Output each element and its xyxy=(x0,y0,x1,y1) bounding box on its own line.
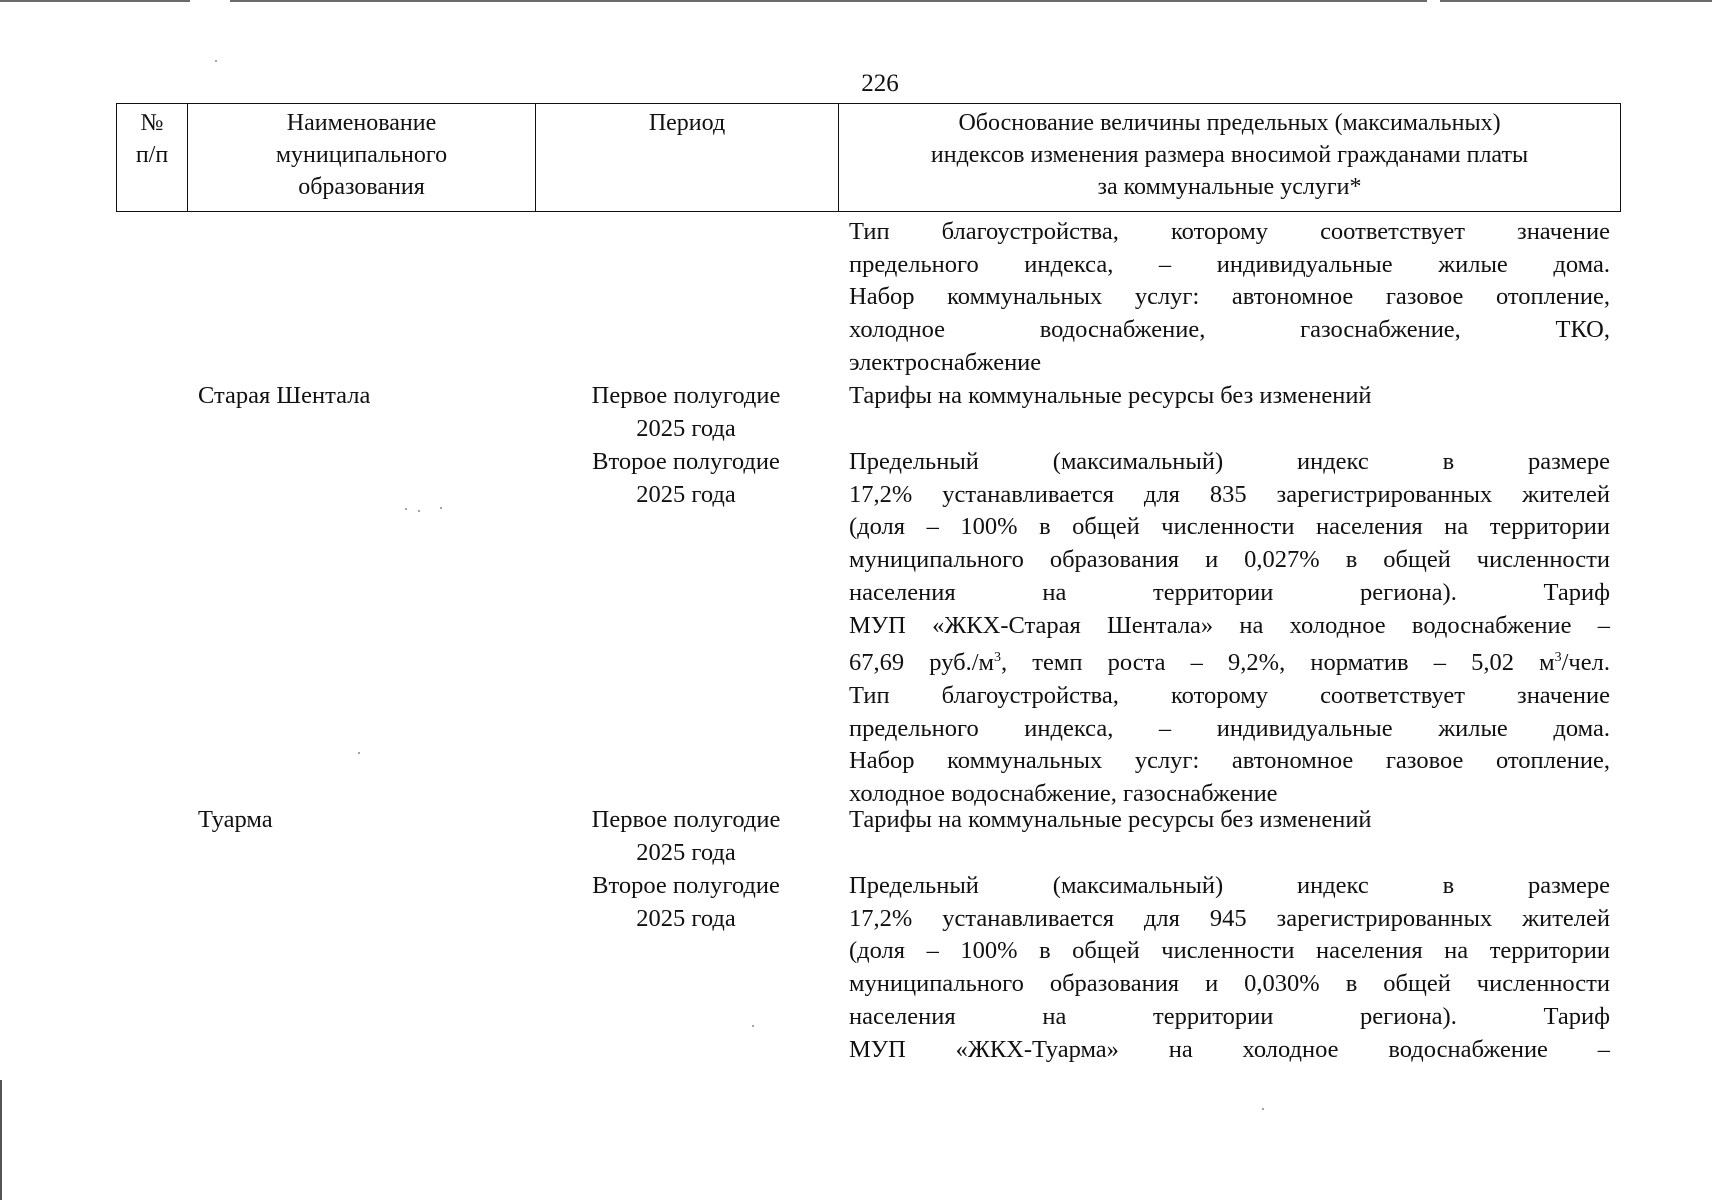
page-number: 226 xyxy=(861,70,899,97)
header-table xyxy=(116,103,1621,212)
header-col-number: № п/п xyxy=(117,104,188,212)
period-second-half: Второе полугодие 2025 года xyxy=(592,872,780,932)
intro-basis-text: Тип благоустройства, которому соответствует значение предельного индекса, – индивидуальные жилые дома. Набор коммунальных услуг: автономное газовое отопление, холодное водоснабжение, газоснабжение, ТКО, электроснабжение xyxy=(849,218,1610,376)
header-col-period: Период xyxy=(536,104,839,212)
scan-speck xyxy=(215,60,217,62)
scan-speck xyxy=(1262,1108,1264,1110)
header-col-basis: Обоснование величины предельных (максимальных) индексов изменения размера вносимой гражданами платы за коммунальные услуги* xyxy=(839,104,1621,212)
period-second-half: Второе полугодие 2025 года xyxy=(592,448,780,508)
municipality-name: Туарма xyxy=(198,806,273,833)
scan-edge xyxy=(0,0,190,2)
tariff-rate-line: 67,69 $руб./м^3$, темп роста – 9,2%, норматив – 5,02 $м^3$/чел. xyxy=(849,649,1610,677)
scan-speck xyxy=(358,752,360,754)
scan-edge xyxy=(0,1080,2,1200)
header-col-municipality: Наименование муниципального образования xyxy=(188,104,536,212)
period-first-half: Первое полугодие 2025 года xyxy=(591,806,781,866)
scan-edge xyxy=(1440,0,1712,2)
basis-second-half: Предельный (максимальный) индекс в размере 17,2% устанавливается для 835 зарегистрированных жителей (доля – 100% в общей численности населения на территории муниципального образования и 0,027% в общей численности населения на территории региона). Тариф МУП «ЖКХ-Старая Шентала» на холодное водоснабжение – 67,69 $руб./м^3$, темп роста – 9,2%, норматив – 5,02 $м^3$/чел. Тип благоустройства, которому соответствует значение предельного индекса, – индивидуальные жилые дома. Набор коммунальных услуг: автономное газовое отопление, холодное водоснабжение, газоснабжение xyxy=(849,448,1610,808)
scan-speck xyxy=(440,507,442,509)
scan-speck xyxy=(752,1025,754,1027)
scan-speck xyxy=(405,508,407,510)
basis-first-half: Тарифы на коммунальные ресурсы без изменений xyxy=(849,806,1372,833)
basis-second-half: Предельный (максимальный) индекс в размере 17,2% устанавливается для 945 зарегистрированных жителей (доля – 100% в общей численности населения на территории муниципального образования и 0,030% в общей численности населения на территории региона). Тариф МУП «ЖКХ-Туарма» на холодное водоснабжение – xyxy=(849,872,1610,1063)
municipality-name: Старая Шентала xyxy=(198,382,371,409)
scan-speck xyxy=(418,510,420,512)
scan-edge xyxy=(230,0,1427,2)
period-first-half: Первое полугодие 2025 года xyxy=(591,382,781,442)
basis-first-half: Тарифы на коммунальные ресурсы без изменений xyxy=(849,382,1372,409)
